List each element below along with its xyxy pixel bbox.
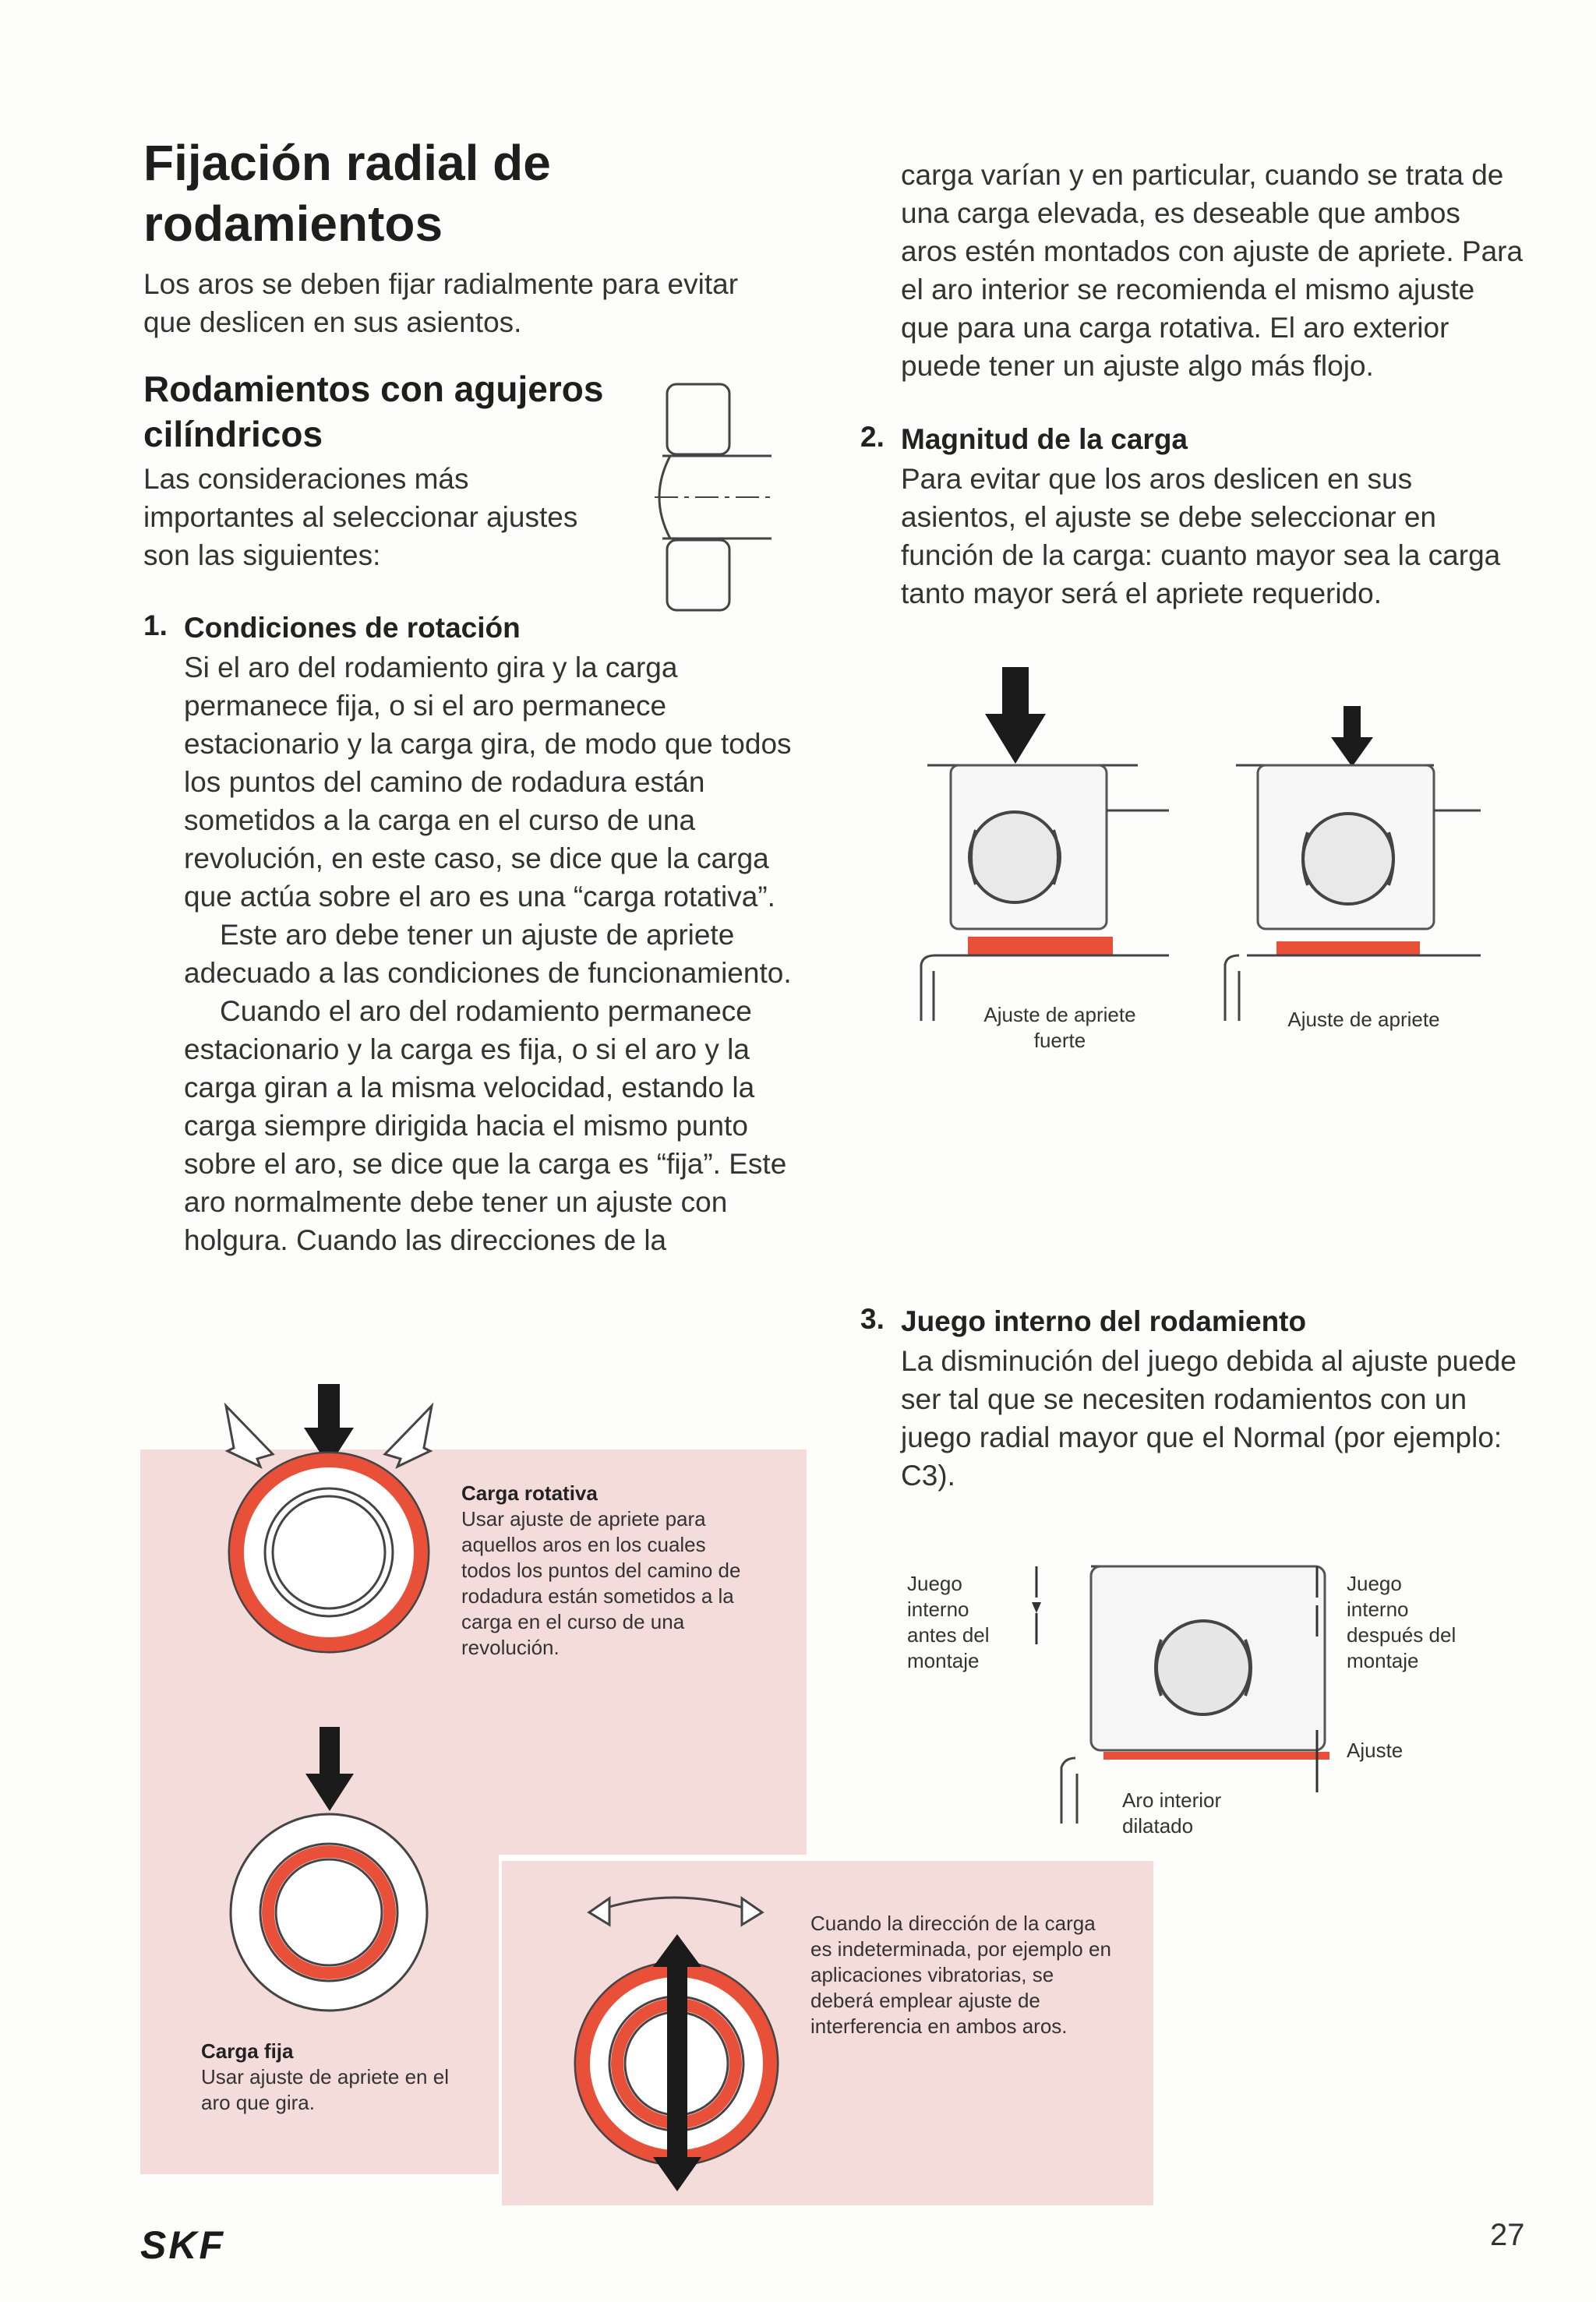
item-2-number: 2. (860, 421, 885, 453)
clearance-before-label: Juego interno antes del montaje (907, 1572, 990, 1672)
item-1-paragraph: Cuando el aro del rodamiento permanece estacionario y la carga es fija, o si el aro y la carga giran a la misma velocidad, estando la carga siempre dirigida hacia el mismo punto sobre el aro, se dice que la carga es “fija”. Este aro normalmente debe tener un ajuste con holgura. Cuando las direcciones de la (184, 995, 787, 1256)
section-intro: Las consideraciones más importantes al seleccionar ajustes son las siguientes: (143, 463, 578, 571)
rotating-load-bearing (210, 1379, 444, 1644)
indeterminate-load-text: Cuando la dirección de la carga es indeterminada, por ejemplo en aplicaciones vibratorias, se deberá emplear ajuste de interferencia en ambos aros. (810, 1912, 1111, 2038)
item-1-paragraph: Si el aro del rodamiento gira y la carga permanece fija, o si el aro permanece estacionario y la carga gira, de modo que todos los puntos del camino de rodadura están sometidos a la carga en el curso de una revolución, en este caso, se dice que la carga que actúa sobre el aro es una “carga rotativa”. (184, 651, 792, 913)
load-diagram-strong (904, 662, 1185, 1021)
rotating-load-title: Carga rotativa (461, 1481, 598, 1505)
fixed-load-bearing (210, 1722, 444, 2003)
load-diagram-normal (1216, 686, 1496, 1021)
page-title: Fijación radial de rodamientos (143, 135, 551, 252)
fixed-load-caption (201, 2039, 482, 2116)
section-title: Rodamientos con agujeros cilíndricos (143, 369, 604, 454)
item-3-number: 3. (860, 1303, 885, 1335)
clearance-after-label: Juego interno después del montaje (1347, 1572, 1457, 1672)
item-1-number: 1. (143, 609, 168, 641)
shaft-bearing-diagram (639, 378, 779, 620)
item-3-body: La disminución del juego debida al ajuste puede ser tal que se necesiten rodamientos con un juego radial mayor que el Normal (por ejemplo: C3). (901, 1345, 1517, 1492)
item-3-heading: Juego interno del rodamiento (901, 1305, 1307, 1337)
item-2-heading: Magnitud de la carga (901, 423, 1188, 455)
brand-logo: SKF (140, 2223, 225, 2267)
load-strong-label: Ajuste de apriete fuerte (983, 1003, 1136, 1052)
rotating-load-text: Usar ajuste de apriete para aquellos aros en los cuales todos los puntos del camino de rodadura están sometidos a la carga en el curso de una revolución. (461, 1507, 741, 1659)
load-normal-label: Ajuste de apriete (1287, 1008, 1440, 1031)
fit-label: Ajuste (1347, 1739, 1404, 1762)
intro-text: Los aros se deben fijar radialmente para evitar que deslicen en sus asientos. (143, 268, 739, 338)
clearance-diagram (1029, 1559, 1340, 1824)
page-number: 27 (1490, 2218, 1525, 2252)
rotating-load-caption (461, 1481, 757, 1661)
item-1-paragraph-continued: carga varían y en particular, cuando se trata de una carga elevada, es deseable que ambos aros estén montados con ajuste de apriete. Para el aro interior se recomienda el mismo ajuste que para una carga rotativa. El aro exterior puede tener un ajuste algo más flojo. (901, 159, 1524, 382)
item-1-paragraph: Este aro debe tener un ajuste de apriete adecuado a las condiciones de funcionamiento. (184, 919, 792, 989)
inner-ring-label: Aro interior dilatado (1122, 1788, 1222, 1838)
fixed-load-title: Carga fija (201, 2039, 294, 2063)
item-1-heading: Condiciones de rotación (184, 612, 521, 644)
item-2-body: Para evitar que los aros deslicen en sus asientos, el ajuste se debe seleccionar en función de la carga: cuanto mayor sea la carga tanto mayor será el apriete requerido. (901, 463, 1501, 609)
fixed-load-text: Usar ajuste de apriete en el aro que gira. (201, 2065, 449, 2114)
item-1-body (184, 648, 807, 1259)
indeterminate-load-bearing (561, 1886, 795, 2198)
